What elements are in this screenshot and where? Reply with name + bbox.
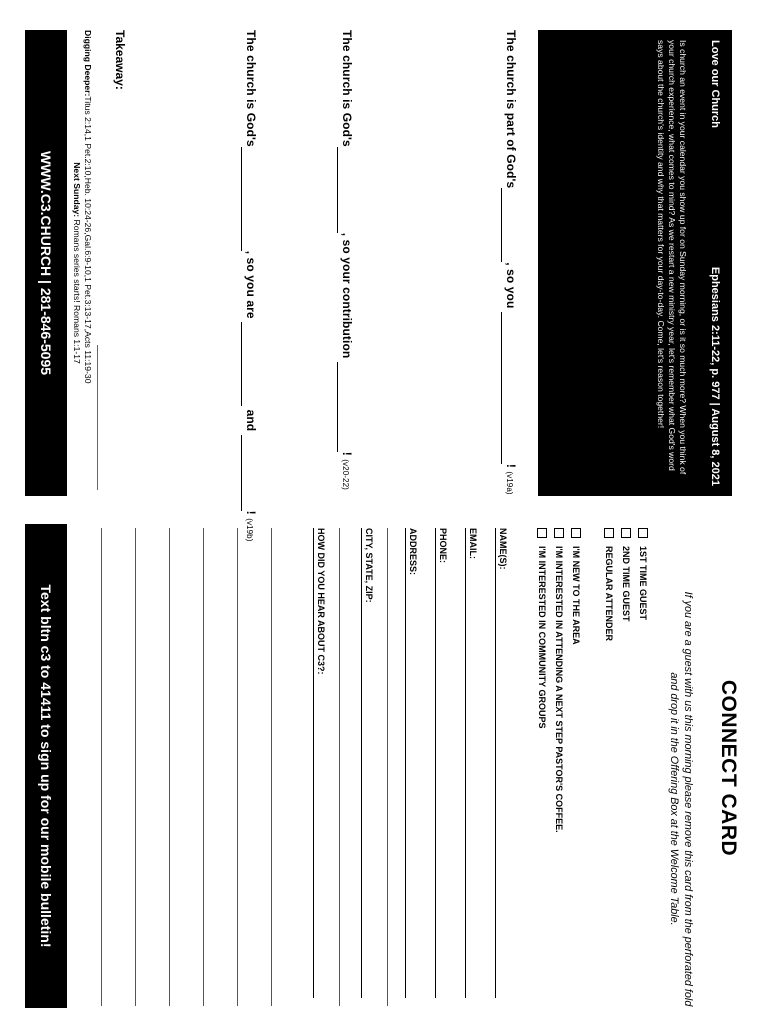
notes-line-1[interactable]	[271, 528, 272, 1006]
statement-1-lead: The church is part of God's	[504, 30, 518, 189]
statement-3-blank-3[interactable]	[241, 435, 242, 511]
checkbox-label: I'M INTERESTED IN ATTENDING A NEXT STEP PASTOR'S COFFEE.	[554, 546, 564, 833]
address-field[interactable]: ADDRESS:	[405, 528, 418, 998]
notes-line-4[interactable]	[169, 528, 170, 1006]
city-extra-line[interactable]	[339, 528, 340, 1006]
statement-2-lead: The church is God's	[340, 30, 354, 147]
checkbox-box[interactable]	[571, 528, 581, 538]
statement-3-end: !	[244, 510, 258, 515]
connect-card-instructions: If you are a guest with us this morning please remove this card from the perforated fold and drop it in the Offering Box at the Welcome Table.	[667, 591, 694, 1007]
checkbox-regular-attender[interactable]	[604, 528, 614, 641]
next-sunday-text: Romans series starts! Romans 1:1-17	[72, 219, 82, 364]
how-did-you-hear-field[interactable]: HOW DID YOU HEAR ABOUT C3?:	[313, 528, 326, 998]
digging-deeper-label: Digging Deeper:	[83, 30, 93, 97]
checkbox-box[interactable]	[554, 528, 564, 538]
fill-in-statement-3	[244, 30, 258, 542]
takeaway-heading: Takeaway:	[113, 30, 127, 90]
checkbox-pastors-coffee[interactable]	[554, 528, 564, 833]
church-website-footer: WWW.C3.CHURCH | 281-846-5095	[25, 30, 67, 496]
statement-2-verse: (v20-22)	[341, 459, 350, 490]
statement-1-verse: (v19a)	[505, 471, 514, 495]
statement-3-blank-1[interactable]	[241, 147, 242, 251]
city-state-zip-field[interactable]: CITY, STATE, ZIP:	[361, 528, 374, 998]
sermon-intro-text: Is church an event in your calendar you show up for on Sunday morning, or is it so much more? When you think of your church experience, what comes to mind? As we restart a new ministry year, let's remember what God's word says about the church's identity and why that matters for your day-to-day. Come, let's reason together!	[656, 40, 688, 475]
digging-deeper	[72, 30, 93, 496]
checkbox-label: I'M NEW TO THE AREA	[571, 546, 581, 645]
notes-line-3[interactable]	[203, 528, 204, 1006]
digging-deeper-rule	[97, 345, 98, 490]
mobile-bulletin-footer: Text bltn c3 to 41411 to sign up for our mobile bulletin!	[25, 524, 67, 1008]
series-title: Love our Church	[709, 40, 721, 129]
names-field[interactable]: NAME(S):	[495, 528, 508, 998]
notes-line-5[interactable]	[135, 528, 136, 1006]
statement-1-blank-2[interactable]	[501, 312, 502, 464]
statement-3-middle-2: and	[244, 409, 258, 432]
next-sunday-label: Next Sunday:	[72, 162, 82, 218]
email-field[interactable]: EMAIL:	[465, 528, 478, 998]
statement-1-middle: , so you	[504, 262, 518, 309]
checkbox-box[interactable]	[638, 528, 648, 538]
checkbox-label: REGULAR ATTENDER	[604, 546, 614, 641]
checkbox-label: I'M INTERESTED IN COMMUNITY GROUPS	[537, 546, 547, 729]
checkbox-community-groups[interactable]	[537, 528, 547, 728]
statement-2-end: !	[340, 451, 354, 456]
notes-line-6[interactable]	[101, 528, 102, 1006]
checkbox-box[interactable]	[537, 528, 547, 538]
checkbox-new-to-area[interactable]	[571, 528, 581, 645]
statement-2-blank-2[interactable]	[337, 362, 338, 452]
checkbox-first-time-guest[interactable]	[638, 528, 648, 620]
next-sunday-line	[72, 30, 82, 496]
statement-2-blank-1[interactable]	[337, 147, 338, 233]
statement-2-middle: , so your contribution	[340, 232, 354, 359]
fill-in-statement-1	[504, 30, 518, 496]
statement-3-middle-1: , so you are	[244, 250, 258, 319]
checkbox-label: 2ND TIME GUEST	[621, 546, 631, 622]
digging-deeper-line	[83, 30, 93, 496]
statement-1-blank-1[interactable]	[501, 188, 502, 262]
statement-1-end: !	[504, 463, 518, 468]
checkbox-second-time-guest[interactable]	[621, 528, 631, 622]
statement-3-blank-2[interactable]	[241, 322, 242, 406]
checkbox-box[interactable]	[621, 528, 631, 538]
digging-deeper-references: Titus 2:14,1 Pet.2:10,Heb. 10:24-26,Gal.6:9-10,1 Pet.3:13-17,Acts 11:19-30	[83, 96, 93, 384]
checkbox-label: 1ST TIME GUEST	[638, 546, 648, 621]
sermon-intro-box	[538, 30, 698, 496]
statement-3-verse: (v19b)	[245, 518, 254, 542]
fill-in-statement-2	[340, 30, 354, 496]
sermon-title-bar	[698, 30, 732, 496]
phone-field[interactable]: PHONE:	[435, 528, 448, 998]
statement-3-lead: The church is God's	[244, 30, 258, 147]
checkbox-box[interactable]	[604, 528, 614, 538]
address-extra-line[interactable]	[387, 528, 388, 1006]
connect-card-panel	[0, 512, 770, 1024]
scripture-reference: Ephesians 2:11-22, p. 977 | August 8, 2021	[709, 266, 721, 486]
connect-card-title: CONNECT CARD	[717, 679, 740, 857]
notes-line-2[interactable]	[237, 528, 238, 1006]
